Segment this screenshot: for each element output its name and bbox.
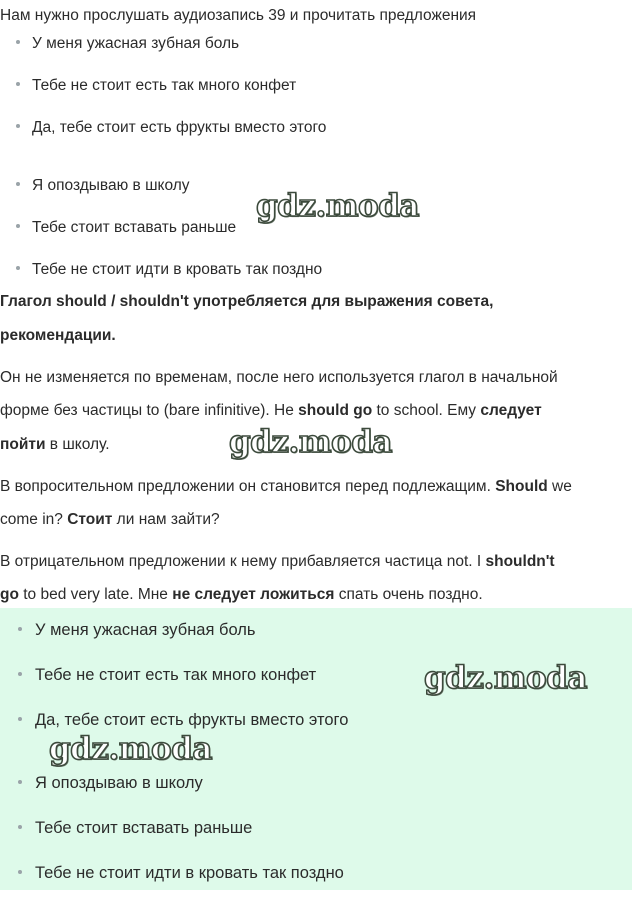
list-item <box>18 818 252 838</box>
bullet-icon <box>18 717 22 721</box>
list-item <box>18 863 344 883</box>
list-item <box>18 773 203 793</box>
list-item-text: Тебе не стоит идти в кровать так поздно <box>32 261 323 278</box>
list-item <box>16 218 236 238</box>
para1-line1: Он не изменяется по временам, после него используется глагол в начальной <box>0 369 558 386</box>
list-item <box>18 665 316 685</box>
list-item <box>16 76 296 96</box>
bold-span: не следует ложиться <box>172 586 335 603</box>
watermark: gdz.moda <box>49 731 212 767</box>
bullet-icon <box>16 224 20 228</box>
bold-span: should go <box>298 402 373 419</box>
text-span: в школу. <box>45 436 110 453</box>
list-item <box>16 176 190 196</box>
bold-span: go <box>0 586 19 603</box>
bold-span: shouldn't <box>485 553 555 570</box>
list-item <box>16 34 239 54</box>
list-item-text: Тебе не стоит есть так много конфет <box>32 77 297 94</box>
list-item-text: Тебе стоит вставать раньше <box>32 219 237 236</box>
bullet-icon <box>16 266 20 270</box>
list-item-text: Я опоздываю в школу <box>35 774 203 792</box>
list-item-text: Да, тебе стоит есть фрукты вместо этого <box>32 119 327 136</box>
list-item-text: У меня ужасная зубная боль <box>35 621 256 639</box>
bullet-icon <box>16 82 20 86</box>
text-span: ли нам зайти? <box>112 511 220 528</box>
list-item-text: Я опоздываю в школу <box>32 177 190 194</box>
list-item-text: У меня ужасная зубная боль <box>32 35 240 52</box>
text-span: we <box>547 478 572 495</box>
list-item <box>16 118 326 138</box>
para2-line1 <box>0 477 572 497</box>
watermark: gdz.moda <box>256 188 419 224</box>
bullet-icon <box>18 825 22 829</box>
para1-line3 <box>0 435 110 455</box>
rule-heading-line1: Глагол should / shouldn't употребляется для выражения совета, <box>0 293 494 310</box>
watermark: gdz.moda <box>424 660 587 696</box>
text-span: come in? <box>0 511 68 528</box>
list-item-text: Тебе не стоит идти в кровать так поздно <box>35 864 344 882</box>
bullet-icon <box>18 780 22 784</box>
para2-line2 <box>0 510 220 530</box>
intro-text: Нам нужно прослушать аудиозапись 39 и прочитать предложения <box>0 7 477 24</box>
bold-span: пойти <box>0 436 46 453</box>
bold-span: Стоит <box>67 511 113 528</box>
bullet-icon <box>18 627 22 631</box>
text-span: спать очень поздно. <box>334 586 483 603</box>
list-item-text: Тебе не стоит есть так много конфет <box>35 666 317 684</box>
list-item <box>18 620 256 640</box>
bold-span: Should <box>495 478 548 495</box>
list-item <box>18 710 348 730</box>
bullet-icon <box>16 40 20 44</box>
list-item <box>16 260 322 280</box>
bold-span: следует <box>480 402 542 419</box>
text-span: to school. Ему <box>372 402 481 419</box>
bullet-icon <box>18 672 22 676</box>
para3-line2 <box>0 585 483 605</box>
para3-line1 <box>0 552 555 572</box>
text-span: В вопросительном предложении он становится перед подлежащим. <box>0 478 496 495</box>
text-span: to bed very late. Мне <box>18 586 173 603</box>
bullet-icon <box>16 182 20 186</box>
rule-heading-line2: рекомендации. <box>0 327 116 344</box>
watermark: gdz.moda <box>229 424 392 460</box>
list-item-text: Да, тебе стоит есть фрукты вместо этого <box>35 711 349 729</box>
text-span: В отрицательном предложении к нему прибавляется частица not. I <box>0 553 486 570</box>
list-item-text: Тебе стоит вставать раньше <box>35 819 253 837</box>
bullet-icon <box>16 124 20 128</box>
bullet-icon <box>18 870 22 874</box>
para1-line2 <box>0 401 542 421</box>
text-span: форме без частицы to (bare infinitive). Не <box>0 402 299 419</box>
